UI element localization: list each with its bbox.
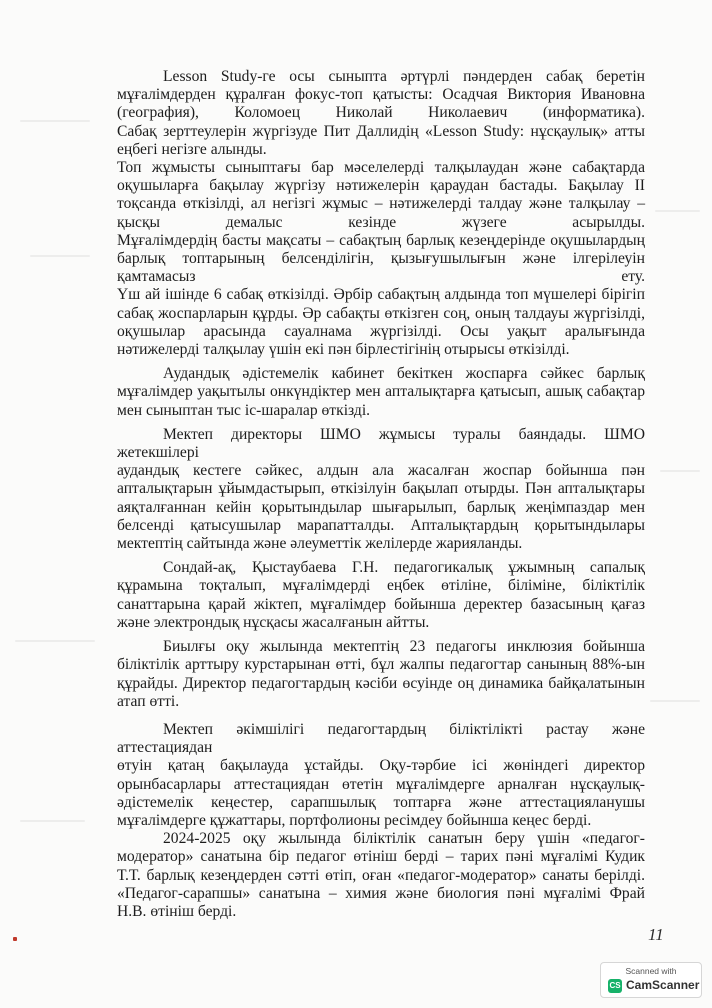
text-line: әдістемелік кеңестер, сарапшылық топтарға және аттестацияланушы [117,793,645,811]
text-line: мұғалімдерден құралған фокус-топ қатысты: Осадчая Виктория Ивановна [117,86,645,104]
text-line: атап өтті. [117,692,180,710]
text-line: өтуін қатаң бақылауда ұстайды. Оқу-тәрбие ісі жөніндегі директор [117,757,645,775]
text-line: мен сыныптан тыс іс-шаралар өткізді. [117,401,371,419]
text-line: Lesson Study-ге осы сыныпта әртүрлі пәндерден сабақ беретін [163,68,645,85]
paragraph-shmo-report [117,426,645,553]
text-line: аудандық кестеге сәйкес, алдын ала жасалған жоспар бойынша пән [117,462,645,480]
text-line: 2024-2025 оқу жылында біліктілік санатын беру үшін «педагог- [163,830,645,848]
text-line: құрамына тоқталып, мұғалімдерді еңбек өтіліне, біліміне, біліктілік [117,577,645,595]
text-line: «Педагог-сарапшы» санатына – химия және биология пәні мұғалімі Фрай [117,884,645,902]
text-line: құрайды. Директор педагогтардың кәсіби өсуінде оң динамика байқалатынын [117,674,645,692]
text-line: Сабақ зерттеулерін жүргізуде Пит Даллидің «Lesson Study: нұсқаулық» атты [117,122,645,140]
text-line: оқушылар арасында сауалнама жүргізілді. Осы уақыт аралығында [117,322,645,340]
text-line: біліктілік арттыру курстарынан өтті, бұл жалпы педагогтар санының 88%-ын [117,656,645,674]
text-line: Үш ай ішінде 6 сабақ өткізілді. Әрбір сабақтың алдында топ мүшелері бірігіп [117,286,645,304]
paragraph-district-plan [117,365,645,420]
text-line: Биылғы оқу жылында мектептің 23 педагогы инклюзия бойынша [163,638,645,656]
text-line: мұғалімдер уақытылы онкүндіктер мен апталықтарға қатысып, ашық сабақтар [117,383,645,401]
text-line: мұғалімдерге құжаттары, портфолионы ресімдеу бойынша кеңес берді. [117,811,592,829]
text-line: орынбасарлары аттестациядан өтетін мұғалімдерге арналған нұсқаулық- [117,775,645,793]
paragraph-focus-group [117,159,645,359]
document-body [117,68,645,921]
red-ink-mark [13,937,17,941]
text-line: Сондай-ақ, Қыстаубаева Г.Н. педагогикалық ұжымның сапалық [163,559,645,577]
paragraph-inclusion-courses [117,638,645,711]
text-line: Мұғалімдердің басты мақсаты – сабақтың барлық кезеңдерінде оқушылардың [117,231,645,249]
text-line: Т.Т. барлық кезеңдерден сәтті өтіп, оған «педагог-модератор» санаты берілді. [117,866,645,884]
text-line: еңбегі негізге алынды. [117,140,267,158]
text-line: Мектеп директоры ШМО жұмысы туралы баяндады. ШМО жетекшілері [117,425,645,462]
text-line: сабақ жоспарларын құрды. Әр сабақты өткізген соң, оның талдауы жүргізілді, [117,304,645,322]
text-line: барлық топтарының белсенділігін, қызығушылығын және ілгерілеуін [117,250,645,268]
text-line: Мектеп әкімшілігі педагогтардың біліктілікті растау және аттестациядан [117,720,645,757]
text-line: апталықтарын ұйымдастырып, өткізілуін бақылап отырды. Пән апталықтары [117,480,645,498]
text-line: санаттарына қарай жіктеп, мұғалімдер бойынша деректер базасының қағаз [117,595,645,613]
text-line: тоқсанда өткізілді, ал негізгі жұмыс – нәтижелерді талдау және талқылау – [117,195,645,213]
paragraph-category-applications [117,830,645,921]
text-line: нәтижелерді талқылау үшін екі пән бірлестігінің отырысы өткізілді. [117,341,570,359]
paragraph-staff-composition [117,559,645,632]
text-line: және электрондық нұсқасы жасалғанын айтты. [117,613,430,631]
camscanner-badge [600,962,702,998]
text-line: қысқы демалыс кезінде жүзеге асырылды. [117,213,645,231]
text-line: Топ жұмысты сыныптағы бар мәселелерді талқылаудан және сабақтарда [117,159,645,177]
camscanner-name: CamScanner [626,978,700,992]
page-number: 11 [648,925,664,944]
text-line: оқушыларға бақылау жүргізу нәтижелерін қараудан бастады. Бақылау II [117,177,645,195]
paragraph-lesson-study [117,68,645,159]
text-line: мектептің сайтында және әлеуметтік желілерде жарияланды. [117,535,523,553]
scanned-with-caption: Scanned with [625,966,677,976]
paragraph-attestation-control [117,721,645,830]
camscanner-logo-icon: CS [608,979,622,993]
text-line: қамтамасыз ету. [117,268,645,286]
text-line: Аудандық әдістемелік кабинет бекіткен жоспарға сәйкес барлық [163,365,645,383]
text-line: (география), Коломоец Николай Николаевич (информатика). [117,104,645,122]
text-line: модератор» санатына бір педагог өтініш берді – тарих пәні мұғалімі Кудик [117,848,645,866]
text-line: аяқталғаннан кейін қорытындылар шығарылып, барлық жеңімпаздар мен [117,498,645,516]
text-line: Н.В. өтініш берді. [117,902,237,920]
text-line: белсенді қатысушылар марапатталды. Апталықтардың қорытындылары [117,516,645,534]
